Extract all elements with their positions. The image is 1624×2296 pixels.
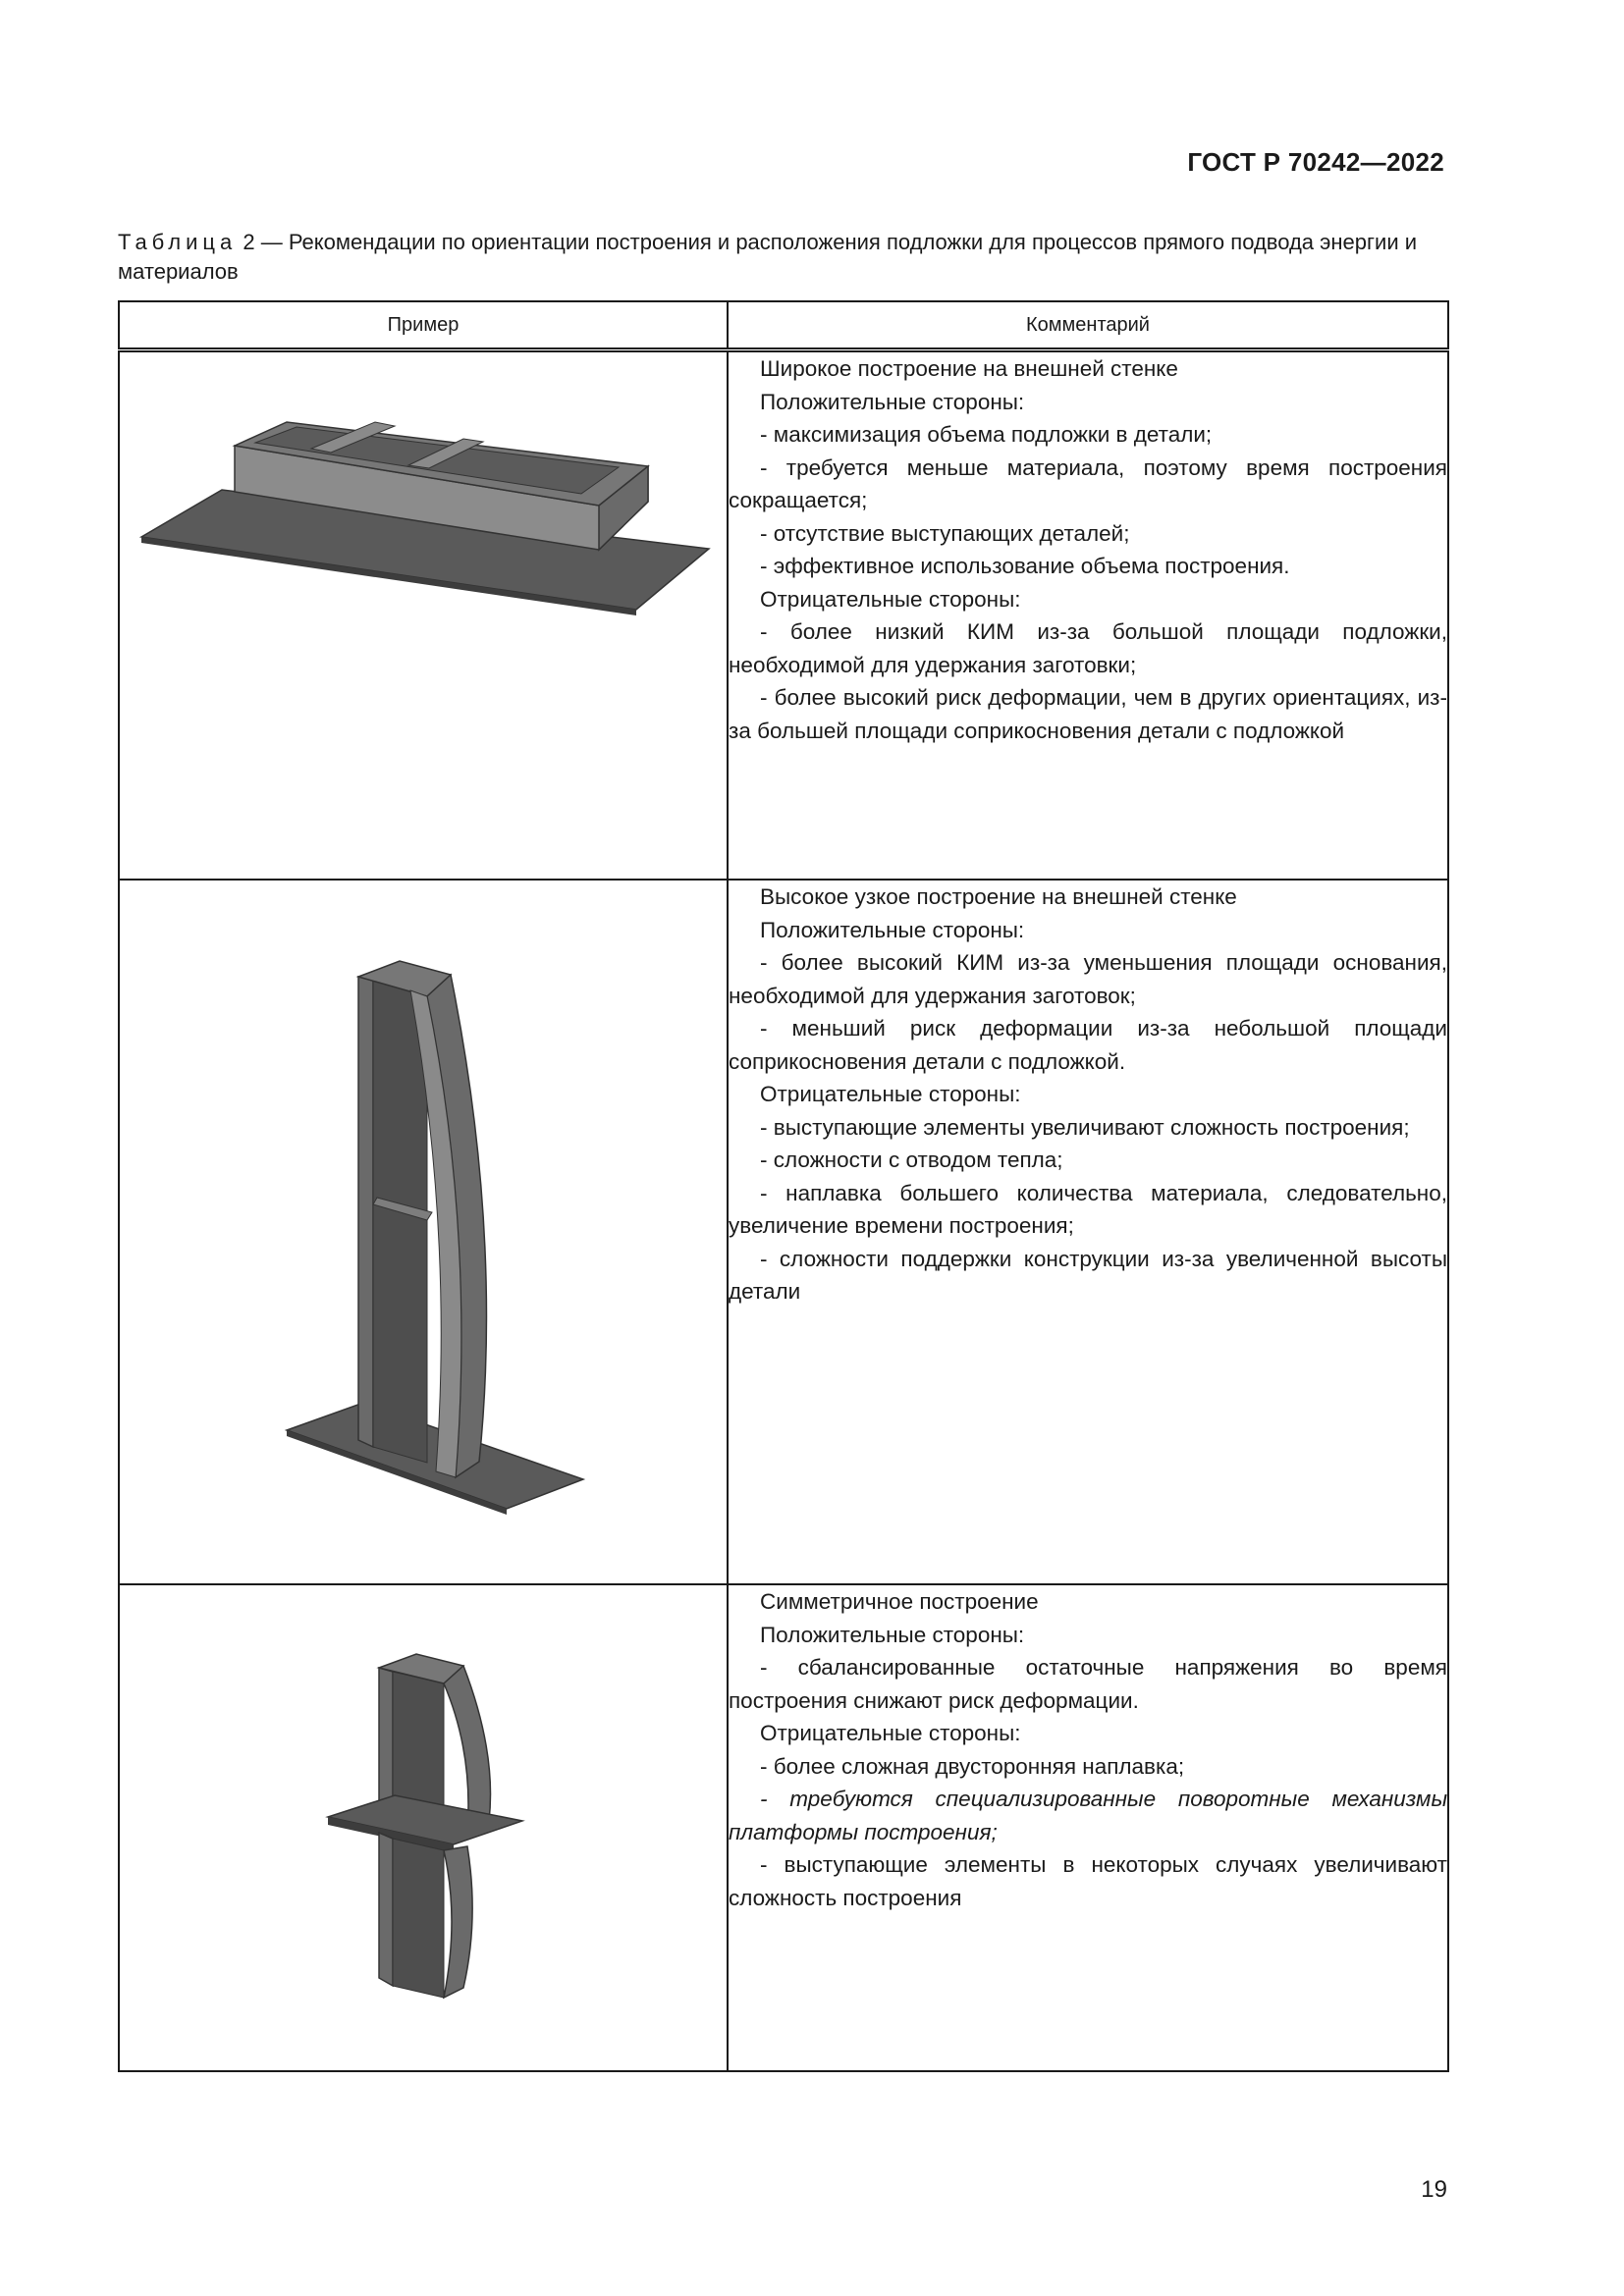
table-caption-lead: Таблица — [118, 230, 238, 254]
comment-line: - меньший риск деформации из-за небольшой площади соприкосновения детали с подложкой. — [729, 1016, 1447, 1074]
table-header-row — [119, 301, 1448, 350]
tall-narrow-build-illustration — [120, 881, 729, 1583]
table-row — [119, 350, 1448, 881]
comment-cell — [728, 350, 1448, 881]
example-cell — [119, 880, 728, 1584]
comment-line: - максимизация объема подложки в детали; — [760, 422, 1213, 447]
comment-line: - выступающие элементы увеличивают сложность построения; — [760, 1114, 1410, 1140]
document-code: ГОСТ Р 70242—2022 — [1187, 147, 1444, 177]
substrate-plate — [287, 1403, 583, 1509]
comment-line: - эффективное использование объема построения. — [760, 554, 1290, 578]
comment-line: - требуется меньше материала, поэтому время построения сокращается; — [729, 454, 1447, 512]
example-cell — [119, 350, 728, 881]
comment-line: - более высокий КИМ из-за уменьшения площади основания, необходимой для удержания заготовок; — [729, 950, 1447, 1008]
comment-line: - сложности с отводом тепла; — [760, 1148, 1063, 1172]
comment-line: Высокое узкое построение на внешней стенке — [760, 884, 1237, 909]
comment-cell — [728, 880, 1448, 1584]
column-header-comment: Комментарий — [728, 301, 1448, 350]
recommendations-table — [118, 300, 1449, 2072]
table-caption — [118, 228, 1445, 287]
symmetric-build-illustration — [120, 1585, 729, 2070]
table-caption-text: 2 — Рекомендации по ориентации построения и расположения подложки для процессов прямого подвода энергии и материалов — [118, 230, 1418, 284]
comment-line: Симметричное построение — [760, 1589, 1039, 1614]
wide-build-illustration — [120, 352, 729, 879]
comment-line: Отрицательные стороны: — [760, 1721, 1021, 1745]
comment-line: - более низкий КИМ из-за большой площади подложки, необходимой для удержания заготовки; — [729, 619, 1447, 677]
comment-line: - наплавка большего количества материала, следовательно, увеличение времени построения; — [729, 1180, 1447, 1238]
comment-line: Широкое построение на внешней стенке — [760, 356, 1178, 381]
example-cell — [119, 1584, 728, 2071]
comment-line: Отрицательные стороны: — [760, 586, 1021, 612]
comment-line: - требуются специализированные поворотные механизмы платформы построения; — [729, 1787, 1447, 1844]
comment-cell — [728, 1584, 1448, 2071]
substrate-plate — [328, 1795, 522, 1844]
comment-line: - сложности поддержки конструкции из-за увеличенной высоты детали — [729, 1246, 1447, 1304]
page-number: 19 — [1421, 2176, 1447, 2203]
comment-line: Положительные стороны: — [760, 1622, 1025, 1647]
table-row — [119, 1584, 1448, 2071]
comment-line: Отрицательные стороны: — [760, 1082, 1021, 1106]
comment-line: - выступающие элементы в некоторых случаях увеличивают сложность построения — [729, 1852, 1447, 1910]
comment-line: - отсутствие выступающих деталей; — [760, 520, 1130, 546]
comment-line: - более высокий риск деформации, чем в других ориентациях, из-за большей площади соприкосновения детали с подложкой — [729, 685, 1447, 743]
table-row — [119, 880, 1448, 1584]
part-outer-wall — [444, 1846, 472, 1998]
column-header-example: Пример — [119, 301, 728, 350]
comment-line: Положительные стороны: — [760, 389, 1025, 414]
part-side-wall — [358, 977, 373, 1447]
comment-line: - сбалансированные остаточные напряжения во время построения снижают риск деформации. — [729, 1655, 1447, 1713]
comment-line: Положительные стороны: — [760, 917, 1025, 942]
comment-line: - более сложная двусторонняя наплавка; — [760, 1753, 1185, 1779]
